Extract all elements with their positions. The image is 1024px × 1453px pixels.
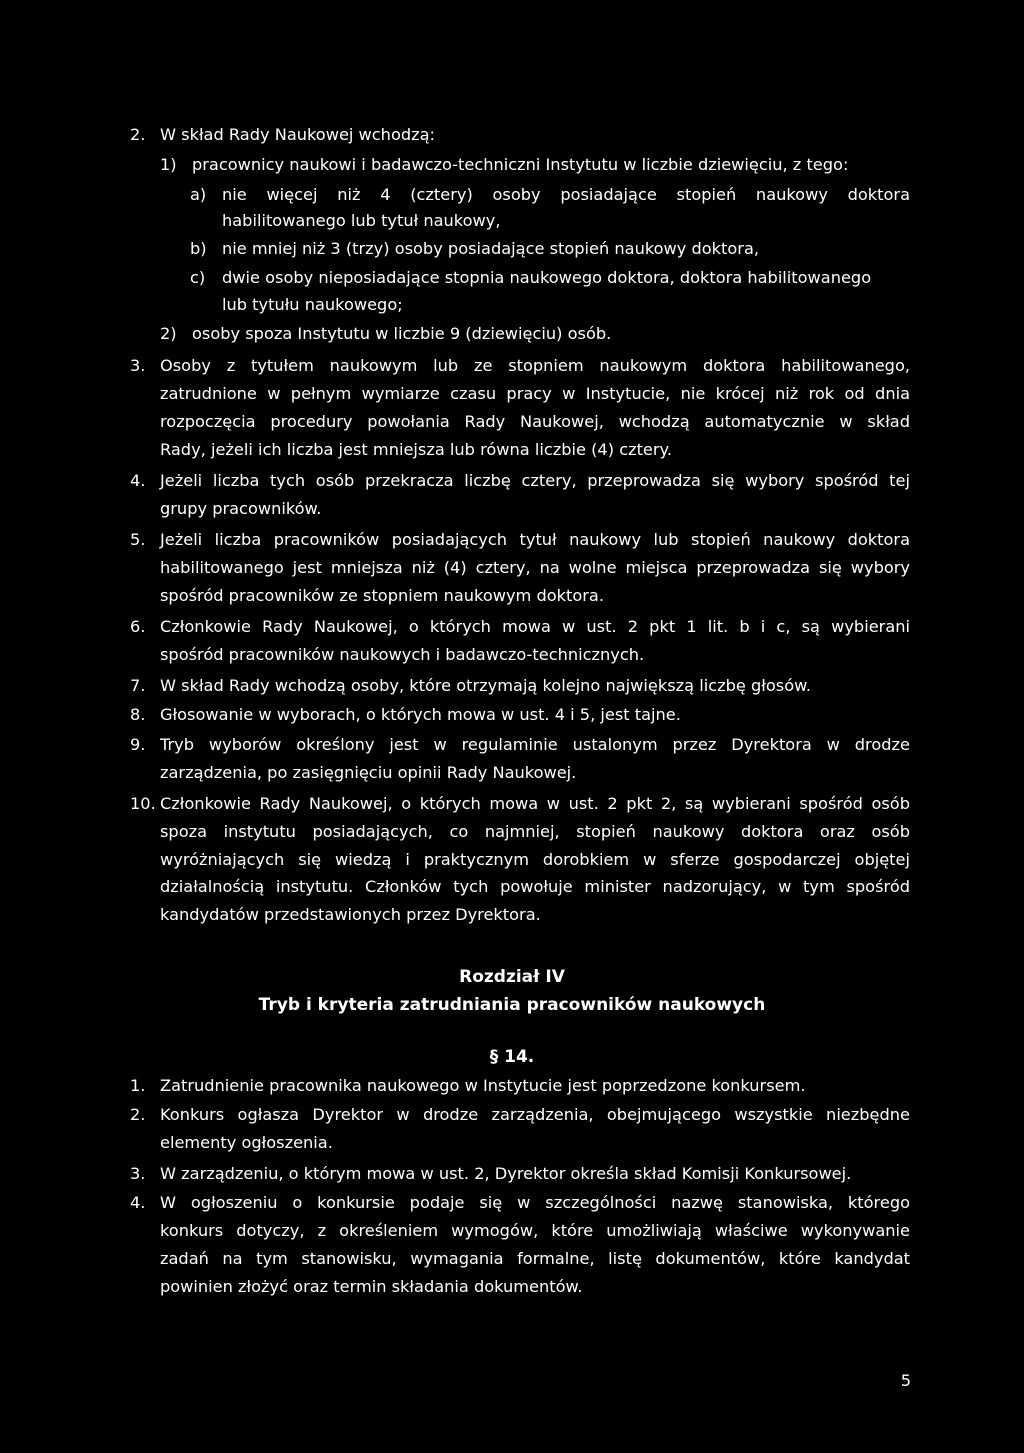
letter-item-text: habilitowanego lub tytuł naukowy, xyxy=(222,211,501,230)
item-number: 10. xyxy=(130,794,156,813)
item-text: W ogłoszeniu o konkursie podaje się w szczególności nazwę stanowiska, którego xyxy=(160,1193,910,1212)
item-text: grupy pracowników. xyxy=(160,499,322,518)
item-text: Członkowie Rady Naukowej, o których mowa w ust. 2 pkt 1 lit. b i c, są wybierani xyxy=(160,617,910,636)
item-text: spoza instytutu posiadających, co najmniej, stopień naukowy doktora oraz osób xyxy=(160,822,910,841)
item-text: elementy ogłoszenia. xyxy=(160,1133,333,1152)
item-number: 8. xyxy=(130,705,146,724)
item-number: 2. xyxy=(130,1105,146,1124)
item-text: konkurs dotyczy, z określeniem wymogów, które umożliwiają właściwe wykonywanie xyxy=(160,1221,910,1240)
letter-item-number: a) xyxy=(190,185,207,204)
chapter-subtitle: Tryb i kryteria zatrudniania pracowników naukowych xyxy=(258,995,766,1015)
item-text: W skład Rady Naukowej wchodzą: xyxy=(160,125,435,144)
item-number: 1. xyxy=(130,1076,146,1095)
item-number: 6. xyxy=(130,617,146,636)
item-text: Osoby z tytułem naukowym lub ze stopniem naukowym doktora habilitowanego, xyxy=(160,356,910,375)
item-text: powinien złożyć oraz termin składania dokumentów. xyxy=(160,1277,583,1296)
item-text: działalnością instytutu. Członków tych powołuje minister nadzorujący, w tym spośród xyxy=(160,877,910,896)
item-number: 2. xyxy=(130,125,146,144)
item-text: zadań na tym stanowisku, wymagania formalne, listę dokumentów, które kandydat xyxy=(160,1249,910,1268)
item-text: zarządzenia, po zasięgnięciu opinii Rady Naukowej. xyxy=(160,763,577,782)
letter-item-text: lub tytułu naukowego; xyxy=(222,295,403,314)
item-number: 3. xyxy=(130,356,146,375)
item-text: Jeżeli liczba pracowników posiadających tytuł naukowy lub stopień naukowy doktora xyxy=(160,530,910,549)
item-text: habilitowanego jest mniejsza niż (4) cztery, na wolne miejsca przeprowadza się wybory xyxy=(160,558,910,577)
item-number: 5. xyxy=(130,530,146,549)
page-number: 5 xyxy=(900,1371,911,1390)
item-text: W zarządzeniu, o którym mowa w ust. 2, Dyrektor określa skład Komisji Konkursowej. xyxy=(160,1164,852,1183)
letter-item-text: nie mniej niż 3 (trzy) osoby posiadające stopień naukowy doktora, xyxy=(222,239,760,258)
item-text: W skład Rady wchodzą osoby, które otrzymają kolejno największą liczbę głosów. xyxy=(160,676,811,695)
section-number: § 14. xyxy=(489,1047,535,1067)
subitem-number: 1) xyxy=(160,155,177,174)
subitem-number: 2) xyxy=(160,324,177,343)
item-text: rozpoczęcia procedury powołania Rady Naukowej, wchodzą automatycznie w skład xyxy=(160,412,910,431)
item-number: 3. xyxy=(130,1164,146,1183)
letter-item-number: c) xyxy=(190,268,206,287)
item-text: Konkurs ogłasza Dyrektor w drodze zarządzenia, obejmującego wszystkie niezbędne xyxy=(160,1105,910,1124)
chapter-title: Rozdział IV xyxy=(459,967,565,987)
item-text: kandydatów przedstawionych przez Dyrektora. xyxy=(160,905,541,924)
item-number: 4. xyxy=(130,471,146,490)
item-text: wyróżniających się wiedzą i praktycznym dorobkiem w sferze gospodarczej objętej xyxy=(160,850,910,869)
item-text: zatrudnione w pełnym wymiarze czasu pracy w Instytucie, nie krócej niż rok od dnia xyxy=(160,384,910,403)
subitem-text: osoby spoza Instytutu w liczbie 9 (dziewięciu) osób. xyxy=(192,324,612,343)
item-number: 9. xyxy=(130,735,146,754)
subitem-text: pracownicy naukowi i badawczo-techniczni Instytutu w liczbie dziewięciu, z tego: xyxy=(192,155,849,174)
item-text: spośród pracowników ze stopniem naukowym doktora. xyxy=(160,586,604,605)
letter-item-text: nie więcej niż 4 (cztery) osoby posiadające stopień naukowy doktora xyxy=(222,185,910,204)
letter-item-text: dwie osoby nieposiadające stopnia naukowego doktora, doktora habilitowanego xyxy=(222,268,872,287)
item-text: Zatrudnienie pracownika naukowego w Instytucie jest poprzedzone konkursem. xyxy=(160,1076,806,1095)
item-text: Głosowanie w wyborach, o których mowa w ust. 4 i 5, jest tajne. xyxy=(160,705,681,724)
item-text: Tryb wyborów określony jest w regulaminie ustalonym przez Dyrektora w drodze xyxy=(160,735,910,754)
item-text: spośród pracowników naukowych i badawczo-technicznych. xyxy=(160,645,645,664)
item-text: Jeżeli liczba tych osób przekracza liczbę cztery, przeprowadza się wybory spośród tej xyxy=(160,471,910,490)
letter-item-number: b) xyxy=(190,239,207,258)
item-text: Rady, jeżeli ich liczba jest mniejsza lub równa liczbie (4) cztery. xyxy=(160,440,672,459)
item-number: 4. xyxy=(130,1193,146,1212)
item-number: 7. xyxy=(130,676,146,695)
item-text: Członkowie Rady Naukowej, o których mowa w ust. 2 pkt 2, są wybierani spośród osób xyxy=(160,794,910,813)
